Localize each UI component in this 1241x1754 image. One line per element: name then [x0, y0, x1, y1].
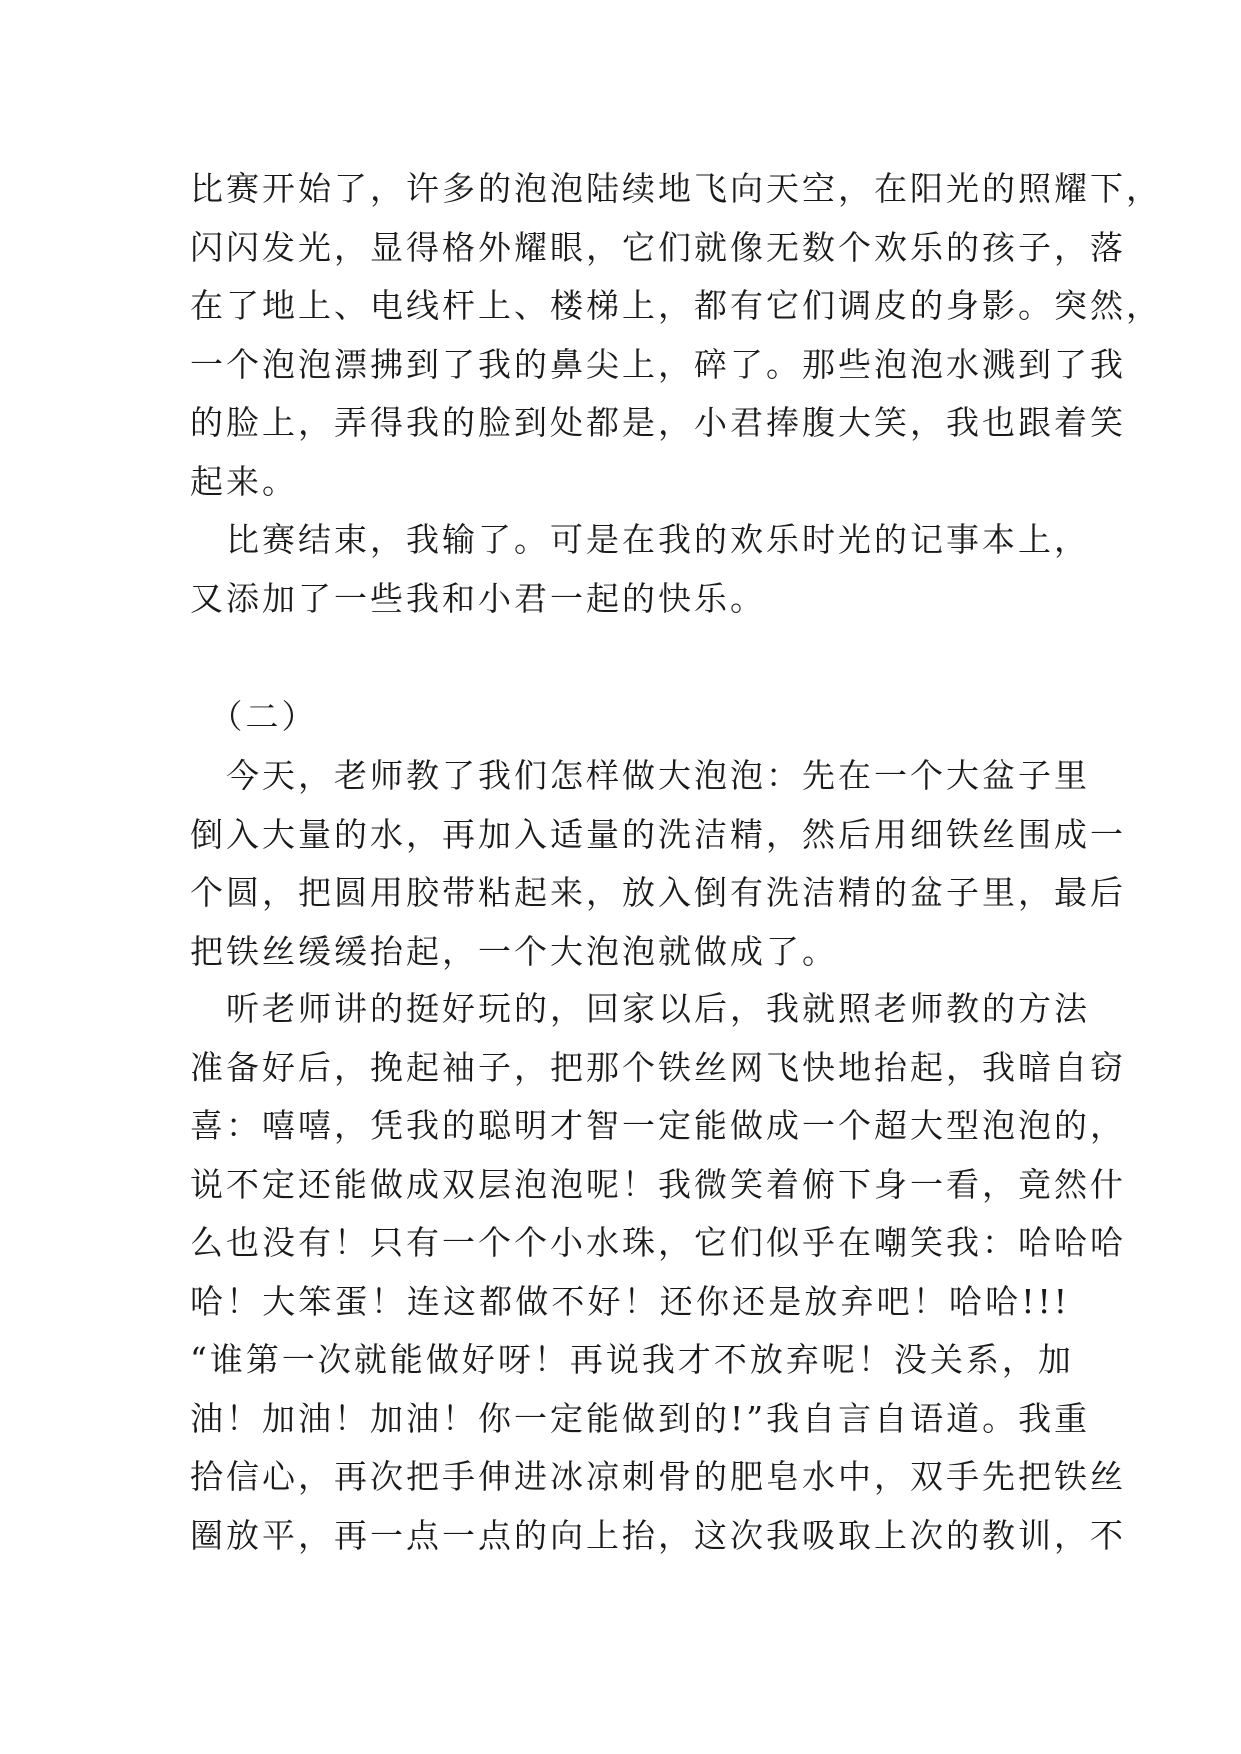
section-heading-text: （二） [190, 697, 318, 736]
text-line: 今天，老师教了我们怎样做大泡泡：先在一个大盆子里 [190, 756, 1090, 795]
text-line: 闪闪发光，显得格外耀眼，它们就像无数个欢乐的孩子，落 [190, 227, 1126, 267]
text-line: 听老师讲的挺好玩的，回家以后，我就照老师教的方法 [190, 989, 1090, 1028]
text-line: 喜：嘻嘻，凭我的聪明才智一定能做成一个超大型泡泡的， [190, 1106, 1126, 1145]
paragraph-4 [190, 980, 1126, 1565]
text-line: 比赛开始了，许多的泡泡陆续地飞向天空，在阳光的照耀下， [190, 169, 1162, 208]
text-line: 说不定还能做成双层泡泡呢！我微笑着俯下身一看，竟然什 [190, 1164, 1126, 1204]
section-heading [190, 688, 1070, 747]
text-line: 圈放平，再一点一点的向上抬，这次我吸取上次的教训，不 [190, 1515, 1126, 1555]
text-line: 哈！大笨蛋！连这都做不好！还你还是放弃吧！哈哈!!! [190, 1281, 1070, 1321]
text-line: 准备好后，挽起袖子，把那个铁丝网飞快地抬起，我暗自窃 [190, 1047, 1126, 1087]
text-line: 又添加了一些我和小君一起的快乐。 [190, 578, 766, 618]
text-line: 拾信心，再次把手伸进冰凉刺骨的肥皂水中，双手先把铁丝 [190, 1457, 1126, 1496]
text-line: 个圆，把圆用胶带粘起来，放入倒有洗洁精的盆子里，最后 [190, 873, 1126, 912]
text-line: 起来。 [190, 461, 298, 501]
text-line: 比赛结束，我输了。可是在我的欢乐时光的记事本上， [190, 520, 1090, 559]
text-line: “谁第一次就能做好呀！再说我才不放弃呢！没关系，加 [190, 1340, 1074, 1379]
text-line: 把铁丝缓缓抬起，一个大泡泡就做成了。 [190, 931, 838, 971]
paragraph-3 [190, 747, 1126, 981]
text-line: 么也没有！只有一个个小水珠，它们似乎在嘲笑我：哈哈哈 [190, 1223, 1126, 1262]
paragraph-2 [190, 511, 1090, 628]
text-line: 在了地上、电线杆上、楼梯上，都有它们调皮的身影。突然， [190, 286, 1162, 325]
text-line: 一个泡泡漂拂到了我的鼻尖上，碎了。那些泡泡水溅到了我 [190, 344, 1126, 384]
paragraph-1-continued [190, 160, 1162, 511]
text-line: 倒入大量的水，再加入适量的洗洁精，然后用细铁丝围成一 [190, 814, 1126, 854]
text-line: 的脸上，弄得我的脸到处都是，小君捧腹大笑，我也跟着笑 [190, 403, 1126, 442]
text-line: 油！加油！加油！你一定能做到的!”我自言自语道。我重 [190, 1398, 1091, 1438]
